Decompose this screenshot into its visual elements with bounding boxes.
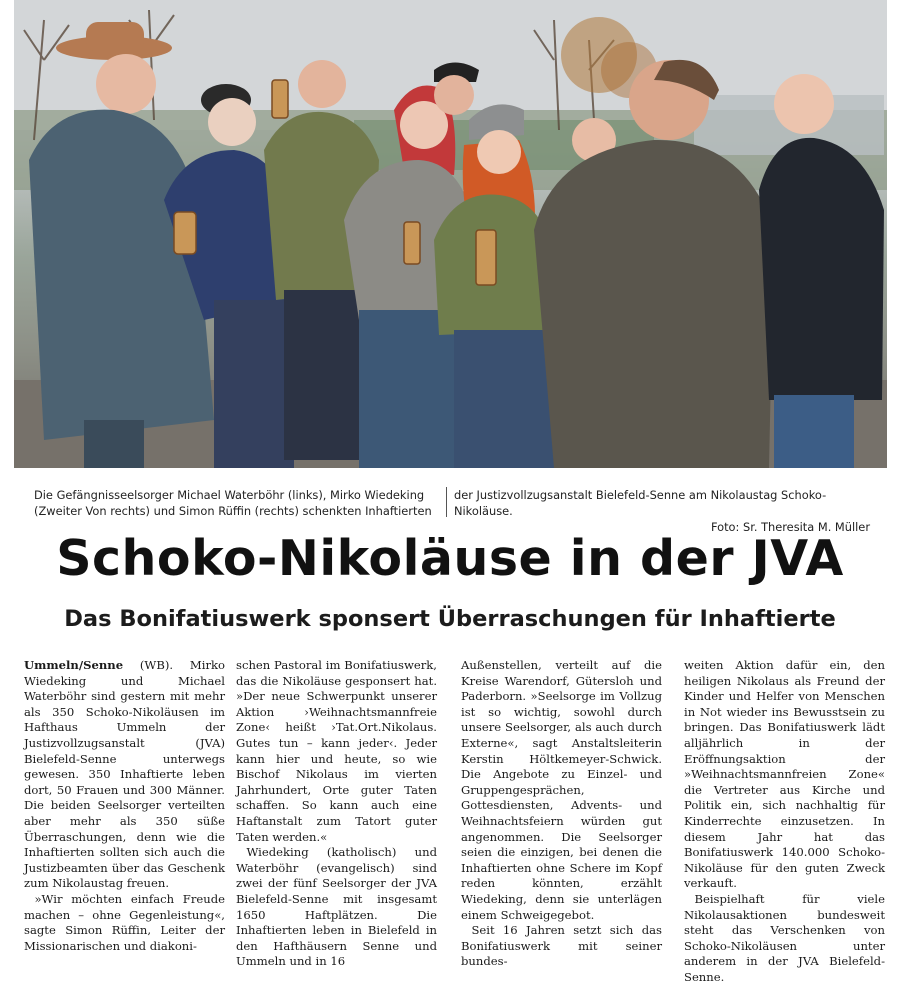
- article-body: [24, 658, 888, 984]
- article-paragraph: schen Pastoral im Bonifatiuswerk, das die Nikoläuse gesponsert hat. »Der neue Schwerpunkt unserer Aktion ›Weihnachtsmannfreie Zone‹ heißt ›Tat.Ort.Nikolaus. Gutes tun – kann jeder‹. Jeder kann hier und heute, so wie Bischof Nikolaus im vierten Jahrhundert, Orte guter Taten schaffen. So kann auch eine Haftanstalt zum Tatort guter Taten werden.«: [236, 658, 437, 844]
- caption-left: Die Gefängnisseelsorger Michael Waterböhr (links), Mirko Wiedeking (Zweiter Von rechts) und Simon Rüffin (rechts) schenkten Inhaftierten: [34, 488, 432, 518]
- source-tag: (WB).: [139, 658, 174, 672]
- article-paragraph: »Wir möchten einfach Freude machen – ohne Gegenleistung«, sagte Simon Rüffin, Leiter der Missionarischen und diakoni-: [24, 891, 225, 953]
- article-paragraph: Außenstellen, verteilt auf die Kreise Warendorf, Gütersloh und Paderborn. »Seelsorge im Vollzug ist so wichtig, sowohl durch unsere Seelsorger, als auch durch Externe«, sagt Anstaltsleiterin Kerstin Höltkemeyer-Schwick. Die Angebote zu Einzel- und Gruppengesprächen, Gottesdiensten, Advents- und Weihnachtsfeiern würden gut angenommen. Die Seelsorger seien die einzigen, bei denen die Inhaftierten ohne Schere im Kopf reden könnten, erzählt Wiedeking, denn sie unterlägen einem Schweigegebot.: [461, 658, 662, 922]
- caption-right-text: der Justizvollzugsanstalt Bielefeld-Senne am Nikolaustag Schoko-Nikoläuse.: [454, 488, 827, 518]
- article-column-1: [24, 658, 225, 954]
- subheadline: Das Bonifatiuswerk sponsert Überraschungen für Inhaftierte: [64, 606, 836, 632]
- article-paragraph: weiten Aktion dafür ein, den heiligen Nikolaus als Freund der Kinder und Helfer von Menschen in Not wieder ins Bewusstsein zu bringen. Das Bonifatiuswerk lädt alljährlich in der Eröffnungsaktion der »Weihnachtsmannfreien Zone« die Vertreter aus Kirche und Politik ein, sich nachhaltig für Kinderrechte einzusetzen. In diesem Jahr hat das Bonifatiuswerk 140.000 Schoko-Nikoläuse für den guten Zweck verkauft.: [684, 658, 885, 891]
- dateline: Ummeln/Senne: [24, 658, 124, 672]
- article-column-4: [684, 658, 885, 985]
- headline: Schoko-Nikoläuse in der JVA: [56, 530, 844, 587]
- caption-divider: [446, 487, 447, 517]
- news-photo: [14, 0, 887, 468]
- article-paragraph: [24, 658, 225, 892]
- photo-illustration: [14, 0, 887, 468]
- article-paragraph: Seit 16 Jahren setzt sich das Bonifatiuswerk mit seiner bundes-: [461, 923, 662, 969]
- article-column-3: [461, 658, 662, 970]
- photo-credit: Foto: Sr. Theresita M. Müller: [710, 520, 870, 534]
- article-column-2: [236, 658, 437, 970]
- article-paragraph: Wiedeking (katholisch) und Waterböhr (evangelisch) sind zwei der fünf Seelsorger der JVA Bielefeld-Senne mit insgesamt 1650 Haftplätzen. Die Inhaftierten leben in Bielefeld in den Hafthäusern Senne und Ummeln und in 16: [236, 845, 437, 969]
- article-paragraph: Beispielhaft für viele Nikolausaktionen bundesweit steht das Verschenken von Schoko-Nikoläusen unter anderem in der JVA Bielefeld-Senne.: [684, 891, 885, 984]
- paragraph-text: Mirko Wiedeking und Michael Waterböhr sind gestern mit mehr als 350 Schoko-Nikoläusen im Hafthaus Ummeln der Justizvollzugsanstalt (JVA) Bielefeld-Senne unterwegs gewesen. 350 Inhaftierte leben dort, 50 Frauen und 300 Männer. Die beiden Seelsorger verteilten aber mehr als 350 süße Überraschungen, denn wie die Inhaftierten sollten sich auch die Justizbeamten über das Geschenk zum Nikolaustag freuen.: [24, 658, 226, 891]
- caption-right: [454, 487, 870, 535]
